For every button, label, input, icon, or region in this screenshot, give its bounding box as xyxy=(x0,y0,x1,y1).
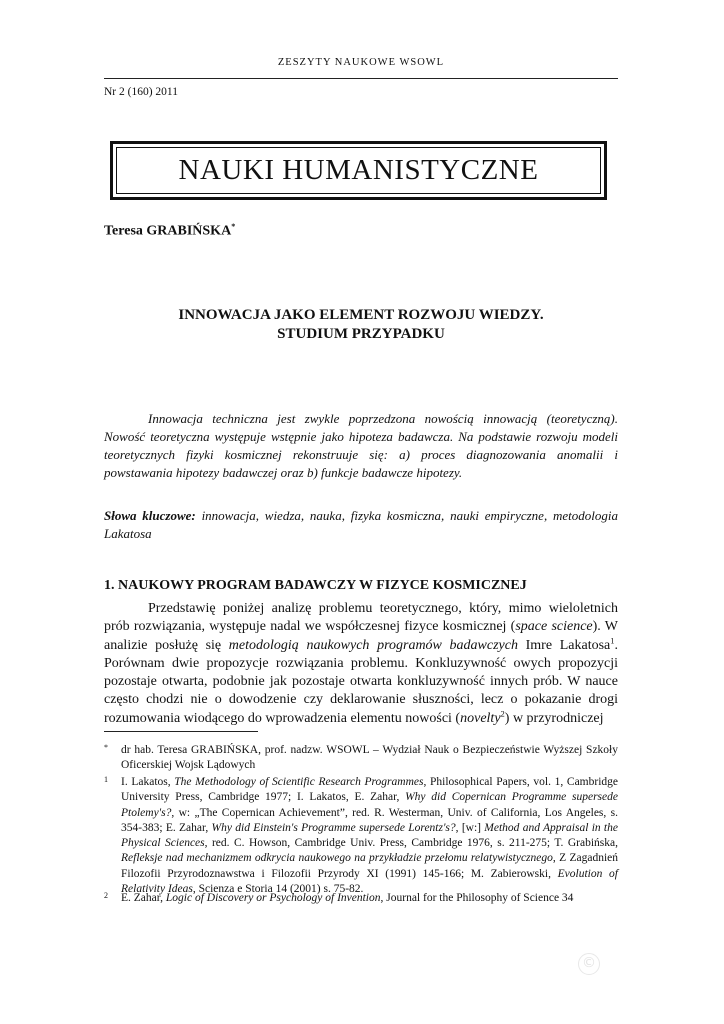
footnote-text-segment: , [w:] xyxy=(455,821,485,834)
footnote-mark: 1 xyxy=(104,775,108,784)
footnote-italic-title: Method and Appraisal in the Physical Sciences xyxy=(121,821,618,850)
footnote-author xyxy=(104,743,618,774)
footnote-text-segment: , Journal for the Philosophy of Science 34 xyxy=(380,892,574,904)
article-title-line-2: STUDIUM PRZYPADKU xyxy=(277,326,445,342)
keywords xyxy=(104,507,618,543)
issue-number: Nr 2 (160) 2011 xyxy=(104,86,178,98)
section-title-inner-frame xyxy=(116,147,601,194)
footnote-italic-title: Why did Einstein's Programme supersede Lorentz's? xyxy=(211,821,456,834)
footnote-text-segment: , red. C. Howson, Cambridge Univ. Press, Cambridge 1976, s. 211-275; T. Grabińska, xyxy=(204,837,618,850)
section-title-box xyxy=(110,141,607,200)
header-rule xyxy=(104,78,618,79)
keywords-text: innowacja, wiedza, nauka, fizyka kosmiczna, nauki empiryczne, metodologia Lakatosa xyxy=(104,508,618,541)
author-footnote-mark: * xyxy=(231,222,236,231)
footnote-1 xyxy=(104,775,618,897)
footnote-text-segment: E. Zahar, xyxy=(121,892,166,904)
footnote-italic-title: The Methodology of Scientific Research Programmes xyxy=(174,776,424,788)
footnote-text-segment: , Philosophical Papers, vol. 1, Cambridge University Press, Cambridge 1977; I. Lakatos, E. Zahar, xyxy=(121,776,618,804)
footnote-italic-title: Why did Copernican Programme supersede Ptolemy's? xyxy=(121,791,618,819)
author-name: Teresa GRABIŃSKA xyxy=(104,223,232,239)
footnote-italic-title: Refleksje nad mechanizmem odkrycia naukowego na przykładzie przełomu relatywistycznego xyxy=(121,852,553,865)
footnote-text xyxy=(121,891,618,906)
article-title-line-1: INNOWACJA JAKO ELEMENT ROZWOJU WIEDZY. xyxy=(178,307,544,323)
body-italic-term: metodologią naukowych programów badawczych xyxy=(228,637,518,653)
section-title: NAUKI HUMANISTYCZNE xyxy=(178,154,539,186)
article-title xyxy=(104,306,618,344)
journal-header: ZESZYTY NAUKOWE WSOWL xyxy=(277,57,445,68)
footnote-mark: * xyxy=(104,743,108,752)
body-paragraph xyxy=(104,600,618,728)
footnote-2 xyxy=(104,891,618,906)
footnote-mark: 2 xyxy=(104,891,108,900)
footnote-ref-1[interactable]: 1 xyxy=(610,634,615,645)
body-italic-term: space science xyxy=(515,619,593,635)
author-line xyxy=(104,222,235,240)
footnote-text-segment: , w: „The Copernican Achievement”, red. R. Westerman, Univ. of California, Los Angeles, s. 354-383; E. Zahar, xyxy=(121,806,618,834)
body-text-segment: . Porównam dwie propozycje rozwiązania problemu. Konkluzywność owych propozycji pozostaje otwarta, podobnie jak pozostaje otwarta konkluzywność innych prób. W nauce często chodzi nie o dowodzenie czy deklarowanie słuszności, lecz o pokazanie drogi rozumowania wiodącego do wprowadzenia elementu nowości ( xyxy=(104,637,618,726)
footnote-text xyxy=(121,775,618,897)
footnote-ref-2[interactable]: 2 xyxy=(500,708,505,719)
abstract: Innowacja techniczna jest zwykle poprzedzona nowością innowacją (teoretyczną). Nowość teoretyczna występuje wstępnie jako hipoteza badawcza. Na podstawie rozwoju modeli teoretycznych fizyki kosmicznej rekonstruuje się: a) proces diagnozowania anomalii i powstawania hipotezy badawczej oraz b) funkcje badawcze hipotezy. xyxy=(104,411,618,480)
body-italic-term: novelty xyxy=(460,710,501,726)
footnote-text-segment: , Scienza e Storia 14 (2001) s. 75-82. xyxy=(192,883,364,896)
footnote-italic-title: Evolution of Relativity Ideas xyxy=(121,867,618,896)
keywords-label: Słowa kluczowe: xyxy=(104,508,196,523)
footnote-italic-title: Logic of Discovery or Psychology of Invention xyxy=(165,892,381,904)
chapter-heading: 1. NAUKOWY PROGRAM BADAWCZY W FIZYCE KOSMICZNEJ xyxy=(104,578,527,593)
body-text-segment: ). W analizie posłużę się xyxy=(104,619,618,653)
footnote-text: dr hab. Teresa GRABIŃSKA, prof. nadzw. WSOWL – Wydział Nauk o Bezpieczeństwie Wyższej Szkoły Oficerskiej Wojsk Lądowych xyxy=(121,744,618,772)
footnote-text-segment: , Z Zagadnień Filozofii Przyrodoznawstwa i Filozofii Przyrody XI (1991) 145-166; M. Zabierowski, xyxy=(121,852,619,880)
footnote-text-segment: I. Lakatos, xyxy=(121,776,175,788)
body-text-segment: Przedstawię poniżej analizę problemu teoretycznego, który, mimo wieloletnich prób rozwiązania, występuje nadal we współczesnej fizyce kosmicznej ( xyxy=(104,601,618,635)
body-text-segment: Imre Lakatosa xyxy=(517,637,611,653)
footnote-separator xyxy=(104,731,258,732)
body-text-segment: ) w przyrodniczej xyxy=(504,710,604,726)
copyright-seal-icon: © xyxy=(578,953,600,975)
